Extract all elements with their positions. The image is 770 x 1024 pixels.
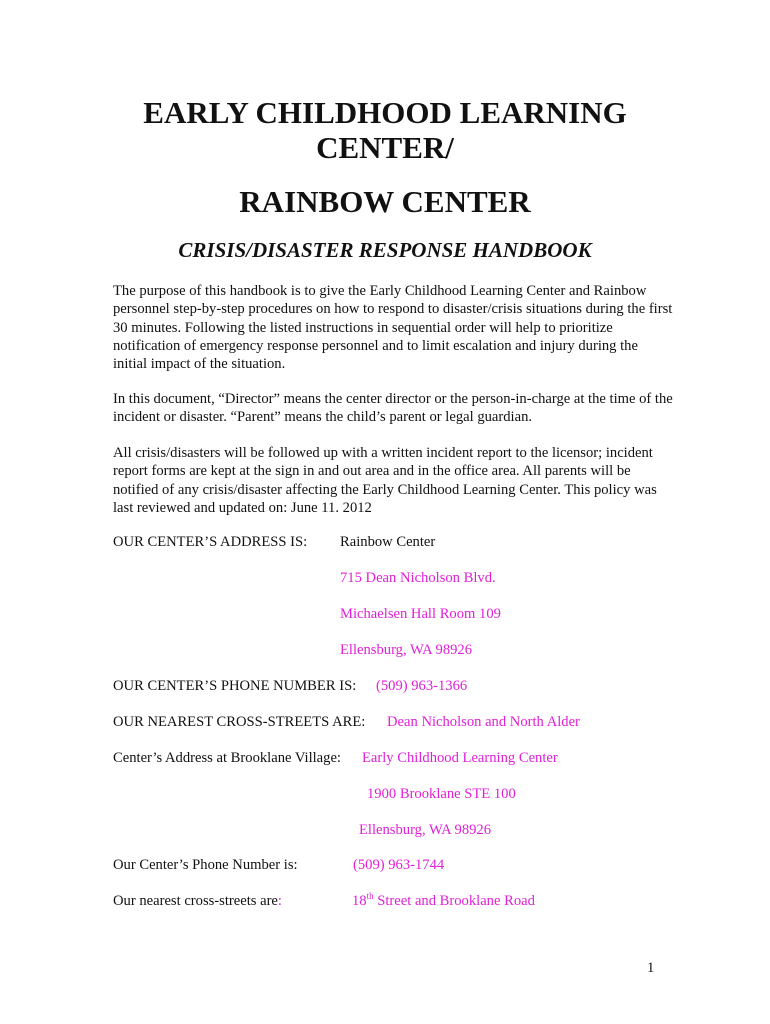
page-number: 1 [647, 960, 655, 976]
brooklane-phone-value: (509) 963-1744 [353, 857, 445, 873]
address-name: Rainbow Center [340, 534, 436, 550]
address-city: Ellensburg, WA 98926 [340, 642, 473, 658]
incident-report-paragraph: All crisis/disasters will be followed up with a written incident report to the licensor; incident report forms are kept at the sign in and out area and in the office area. All parents will be notified of any crisis/disaster affecting the Early Childhood Learning Center. This policy was last reviewed and updated on: June 11. 2012 [113, 445, 657, 516]
cross-streets-label: OUR NEAREST CROSS-STREETS ARE: [113, 714, 366, 730]
phone-label: OUR CENTER’S PHONE NUMBER IS: [113, 678, 357, 694]
brooklane-cross-colon: : [277, 893, 282, 909]
brooklane-street: 1900 Brooklane STE 100 [367, 786, 516, 802]
phone-value: (509) 963-1366 [376, 678, 468, 694]
definitions-paragraph: In this document, “Director” means the center director or the person-in-charge at the time of the incident or disaster. “Parent” means the child’s parent or legal guardian. [113, 391, 673, 426]
brooklane-label: Center’s Address at Brooklane Village: [113, 750, 341, 766]
brooklane-cross-label-text: Our nearest cross-streets are [113, 893, 278, 909]
title-line-3: RAINBOW CENTER [239, 184, 531, 219]
cross-ordinal: th [366, 891, 374, 902]
document-subtitle: CRISIS/DISASTER RESPONSE HANDBOOK [178, 238, 592, 262]
cross-rest: Street and Brooklane Road [373, 893, 535, 909]
cross-number: 18 [352, 893, 367, 909]
title-line-1: EARLY CHILDHOOD LEARNING [143, 95, 627, 130]
brooklane-phone-label: Our Center’s Phone Number is: [113, 857, 298, 873]
purpose-paragraph: The purpose of this handbook is to give the Early Childhood Learning Center and Rainbow personnel step-by-step procedures on how to respond to disaster/crisis situations during the first 30 minutes. Following the listed instructions in sequential order will help to prioritize notification of emergency response personnel and to limit escalation and injury during the initial impact of the situation. [113, 283, 673, 373]
brooklane-city: Ellensburg, WA 98926 [359, 822, 492, 838]
brooklane-cross-label [113, 892, 282, 910]
cross-streets-value: Dean Nicholson and North Alder [387, 714, 580, 730]
address-room: Michaelsen Hall Room 109 [340, 606, 501, 622]
title-line-2: CENTER/ [316, 130, 454, 165]
address-street: 715 Dean Nicholson Blvd. [340, 570, 496, 586]
brooklane-name: Early Childhood Learning Center [362, 750, 558, 766]
address-label: OUR CENTER’S ADDRESS IS: [113, 534, 308, 550]
brooklane-cross-value [352, 892, 535, 910]
